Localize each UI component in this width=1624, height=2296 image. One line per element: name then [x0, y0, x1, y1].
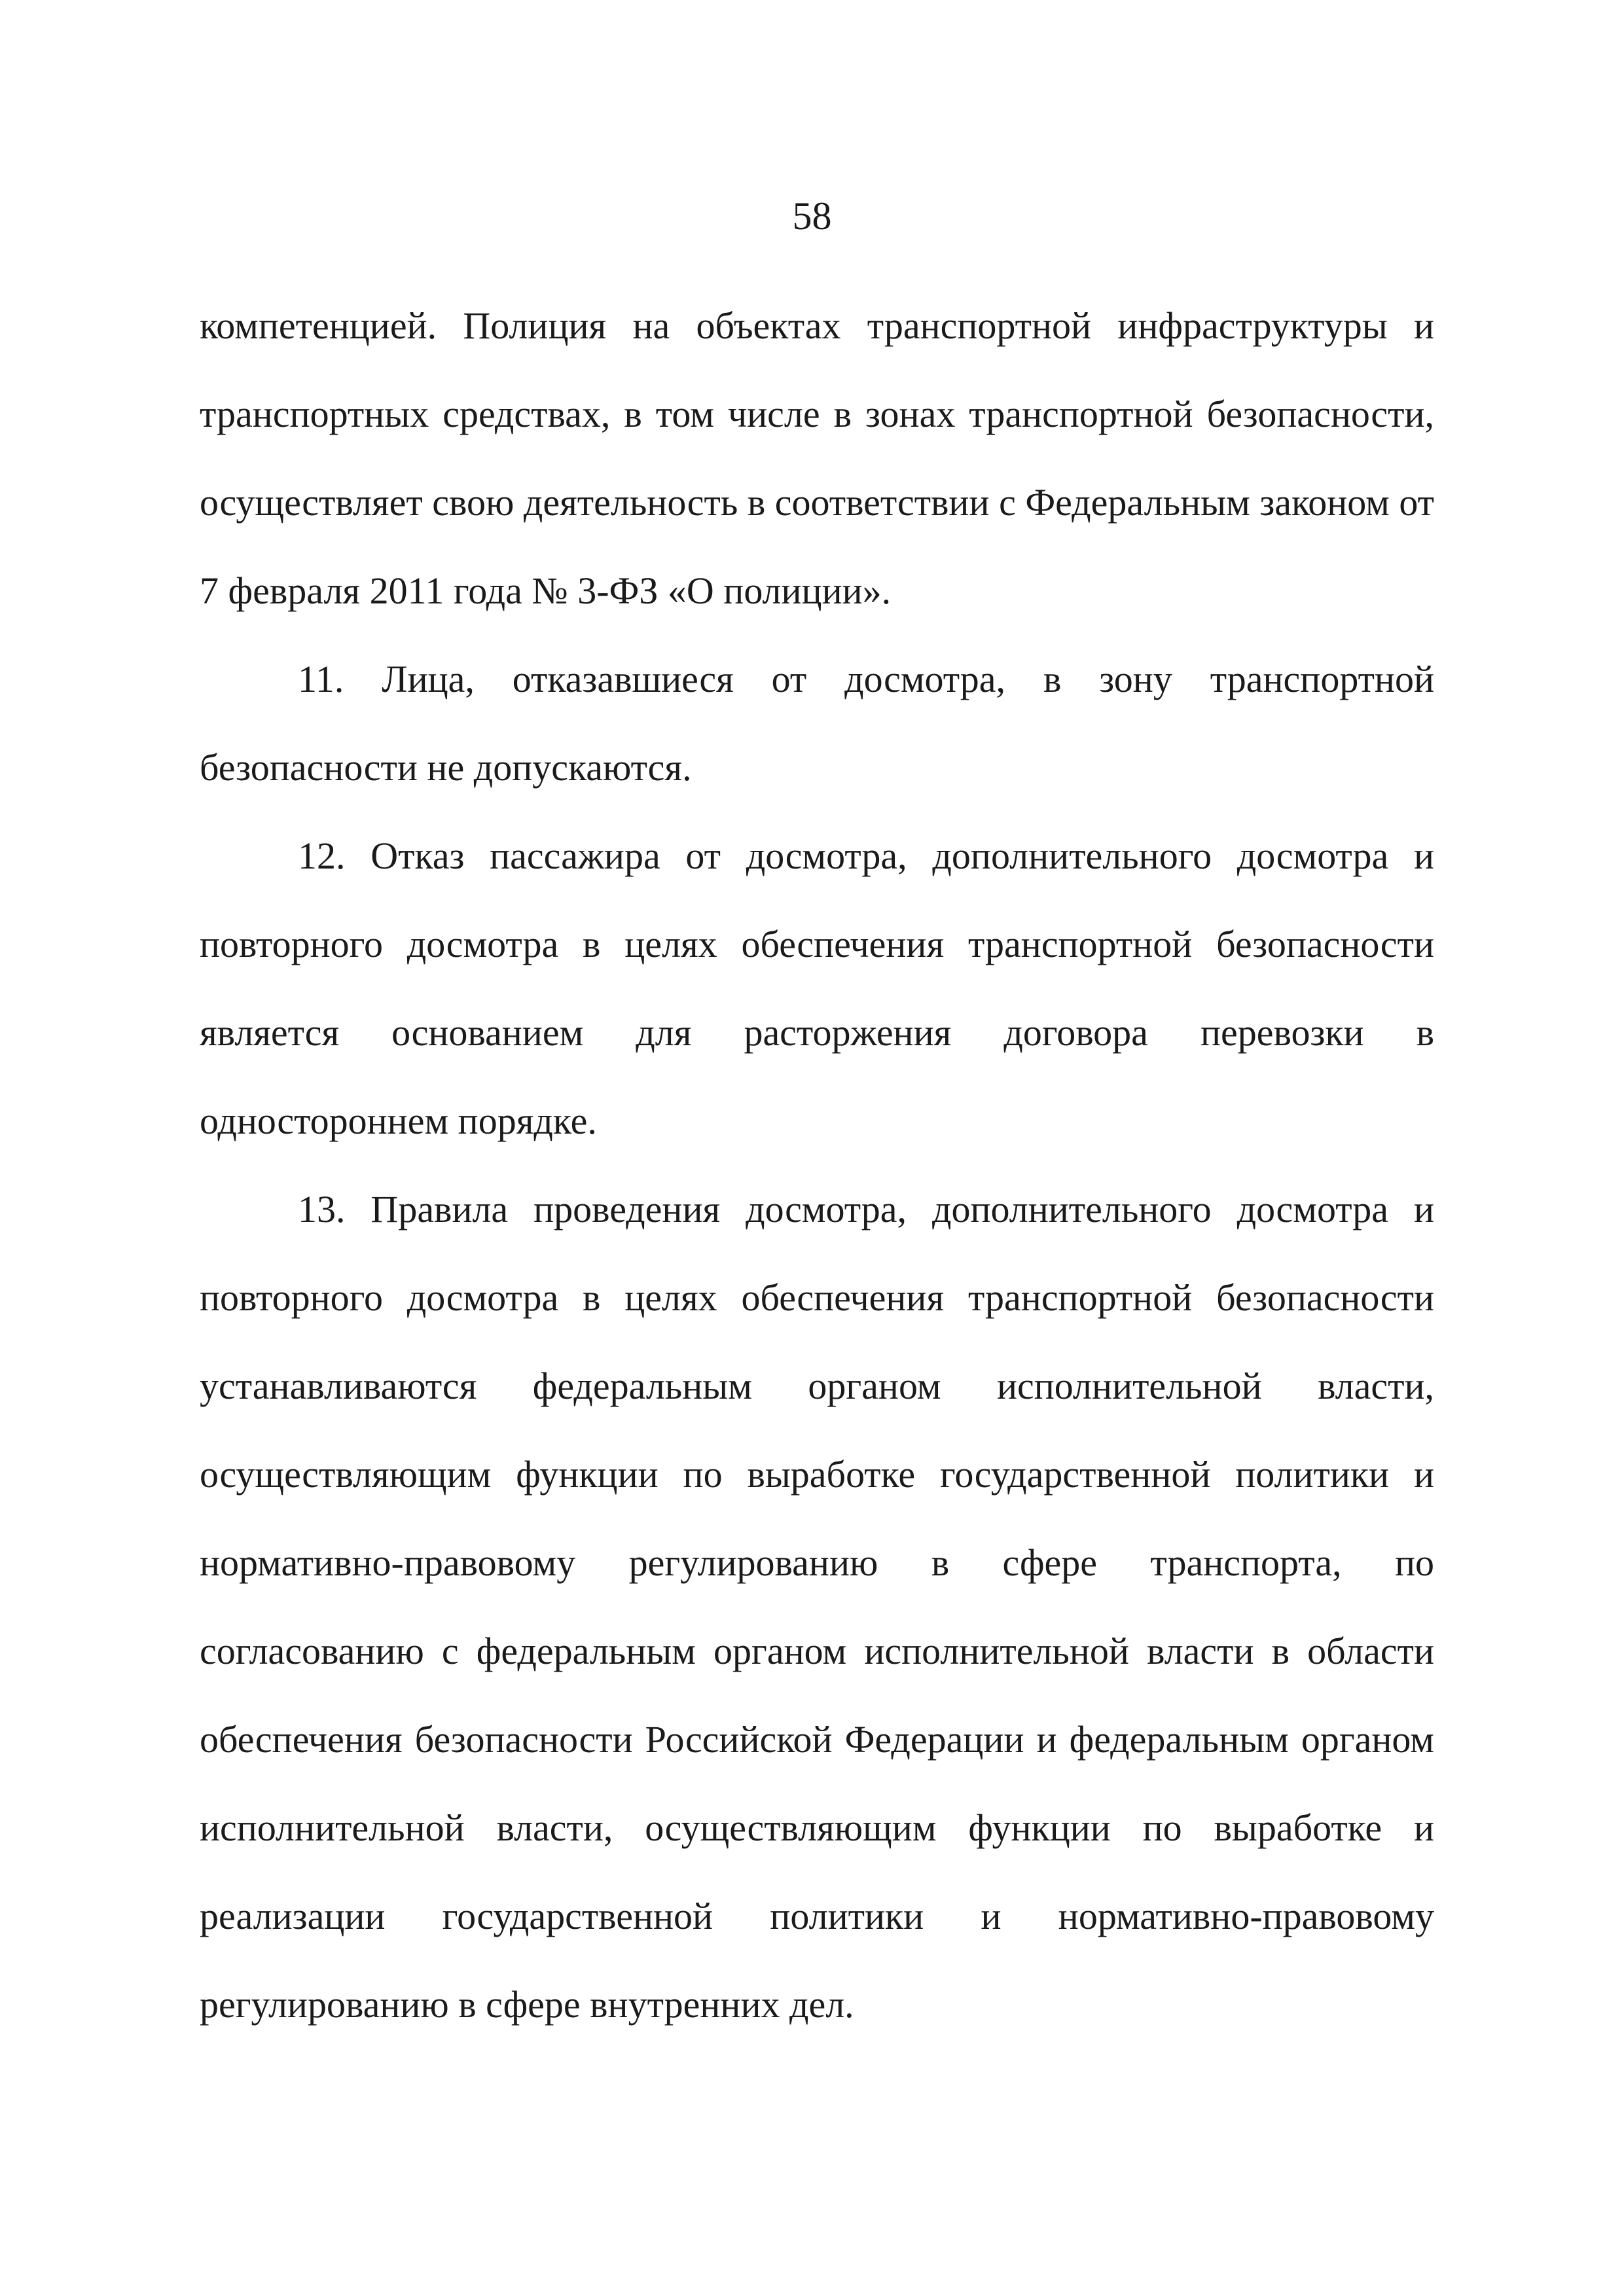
paragraph-continuation: компетенцией. Полиция на объектах транспортной инфраструктуры и транспортных средствах, в том числе в зонах транспортной безопасности, осуществляет свою деятельность в соответствии с Федеральным законом от 7 февраля 2011 года № 3-ФЗ «О полиции».: [200, 304, 1434, 612]
paragraph-item-11: 11. Лица, отказавшиеся от досмотра, в зону транспортной безопасности не допускаются.: [200, 658, 1434, 789]
document-body: [200, 281, 1434, 2049]
paragraph-item-13: 13. Правила проведения досмотра, дополнительного досмотра и повторного досмотра в целях обеспечения транспортной безопасности устанавливаются федеральным органом исполнительной власти, осуществляющим функции по выработке государственной политики и нормативно-правовому регулированию в сфере транспорта, по согласованию с федеральным органом исполнительной власти в области обеспечения безопасности Российской Федерации и федеральным органом исполнительной власти, осуществляющим функции по выработке и реализации государственной политики и нормативно-правовому регулированию в сфере внутренних дел.: [200, 1188, 1434, 2026]
paragraph-item-12: 12. Отказ пассажира от досмотра, дополнительного досмотра и повторного досмотра в целях обеспечения транспортной безопасности является основанием для расторжения договора перевозки в одностороннем порядке.: [200, 834, 1434, 1142]
page-number: 58: [792, 194, 832, 238]
